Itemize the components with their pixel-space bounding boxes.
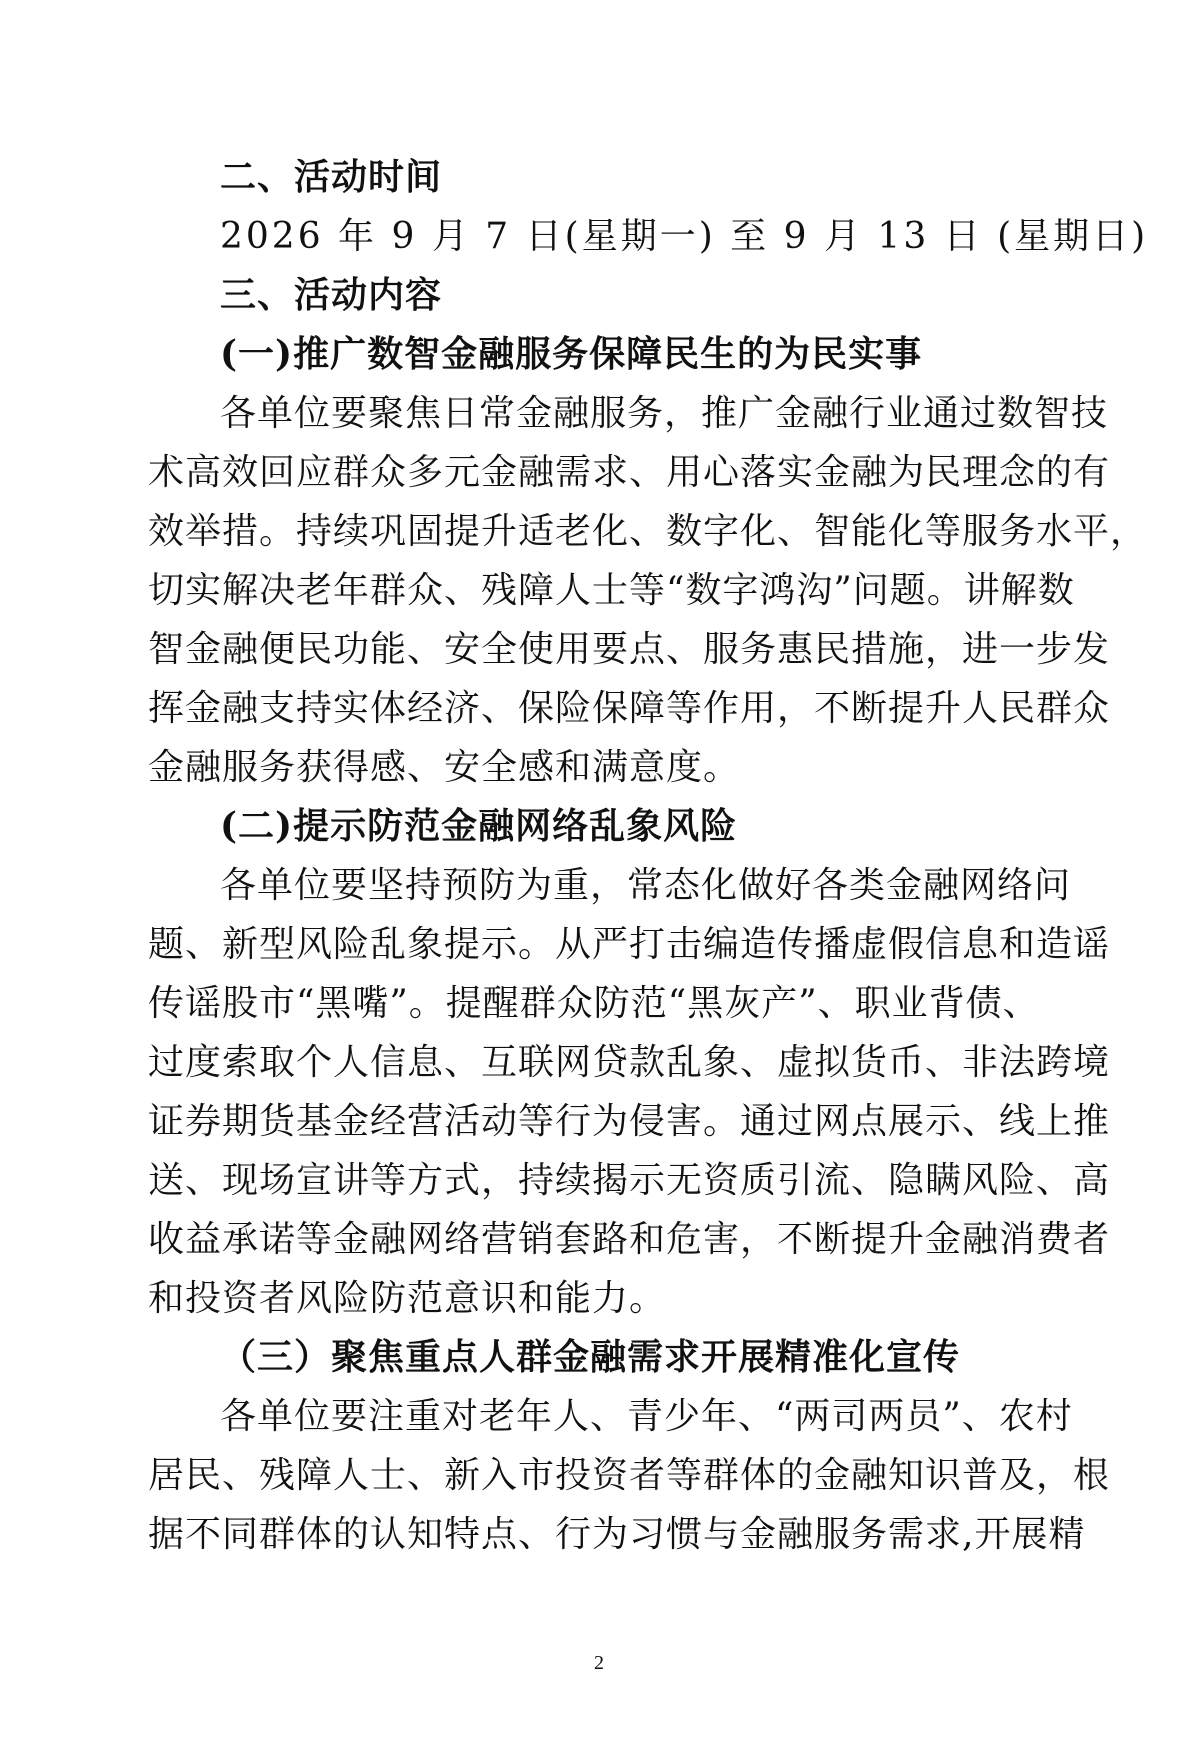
section-heading-activity-content: 三、活动内容 (220, 274, 443, 316)
activity-date-range: 2026 年 9 月 7 日(星期一) 至 9 月 13 日 (星期日) (220, 216, 1149, 257)
paragraph-3-line: 居民、残障人士、新入市投资者等群体的金融知识普及，根 (148, 1455, 1111, 1496)
paragraph-3-line: 各单位要注重对老年人、青少年、“两司两员”、农村 (220, 1396, 1073, 1437)
document-body (148, 148, 1149, 1564)
paragraph-1-line: 术高效回应群众多元金融需求、用心落实金融为民理念的有 (148, 452, 1111, 493)
section-heading-activity-time: 二、活动时间 (220, 156, 443, 198)
paragraph-2-line: 证券期货基金经营活动等行为侵害。通过网点展示、线上推 (148, 1101, 1111, 1142)
paragraph-2-line: 送、现场宣讲等方式，持续揭示无资质引流、隐瞒风险、高 (148, 1160, 1111, 1201)
page-number: 2 (594, 1652, 604, 1674)
paragraph-2-line: 收益承诺等金融网络营销套路和危害，不断提升金融消费者 (148, 1219, 1111, 1260)
paragraph-2-line: 和投资者风险防范意识和能力。 (148, 1278, 667, 1319)
subsection-heading-3: （三）聚焦重点人群金融需求开展精准化宣传 (220, 1336, 961, 1378)
paragraph-1-line: 切实解决老年群众、残障人士等“数字鸿沟”问题。讲解数 (148, 570, 1075, 611)
paragraph-2-line: 题、新型风险乱象提示。从严打击编造传播虚假信息和造谣 (148, 924, 1111, 965)
paragraph-1-line: 智金融便民功能、安全使用要点、服务惠民措施，进一步发 (148, 629, 1111, 670)
paragraph-1-line: 金融服务获得感、安全感和满意度。 (148, 747, 741, 788)
paragraph-2-line: 过度索取个人信息、互联网贷款乱象、虚拟货币、非法跨境 (148, 1042, 1111, 1083)
paragraph-3-line: 据不同群体的认知特点、行为习惯与金融服务需求,开展精 (148, 1514, 1086, 1555)
paragraph-2-line: 各单位要坚持预防为重，常态化做好各类金融网络问 (220, 865, 1072, 906)
paragraph-2-line: 传谣股市“黑嘴”。提醒群众防范“黑灰产”、职业背债、 (148, 983, 1040, 1024)
paragraph-1-line: 挥金融支持实体经济、保险保障等作用，不断提升人民群众 (148, 688, 1111, 729)
subsection-heading-2: (二)提示防范金融网络乱象风险 (220, 805, 738, 847)
paragraph-1-line: 效举措。持续巩固提升适老化、数字化、智能化等服务水平， (148, 511, 1148, 552)
subsection-heading-1: (一)推广数智金融服务保障民生的为民实事 (220, 333, 923, 375)
paragraph-1-line: 各单位要聚焦日常金融服务，推广金融行业通过数智技 (220, 393, 1109, 434)
